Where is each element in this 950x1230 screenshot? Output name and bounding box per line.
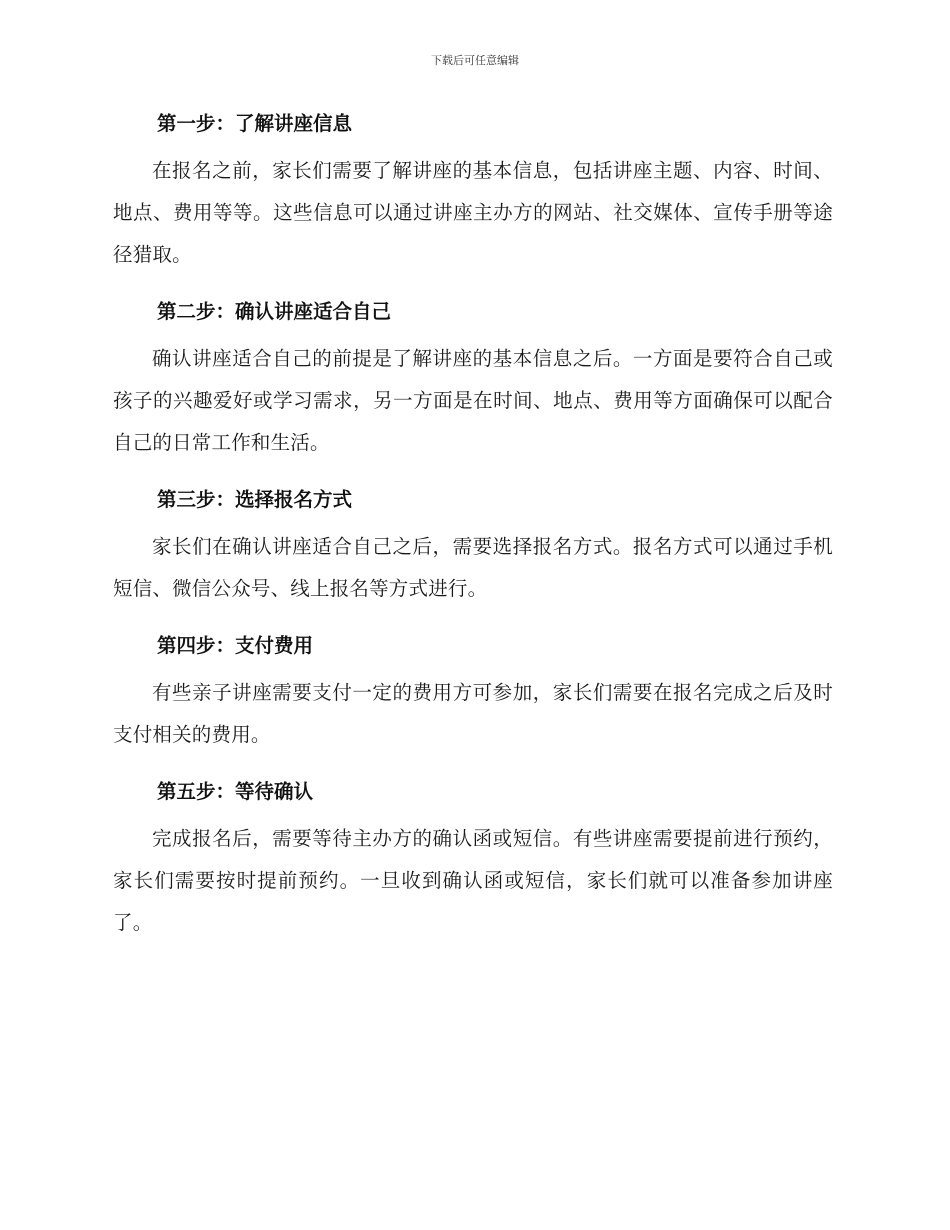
step-section-5 (113, 778, 833, 944)
document-content (113, 110, 833, 966)
step-body-1: 在报名之前，家长们需要了解讲座的基本信息，包括讲座主题、内容、时间、地点、费用等等。这些信息可以通过讲座主办方的网站、社交媒体、宣传手册等途径猎取。 (113, 159, 833, 266)
step-heading-2: 第二步：确认讲座适合自己 (157, 300, 392, 323)
step-section-2 (113, 298, 833, 464)
step-body-2: 确认讲座适合自己的前提是了解讲座的基本信息之后。一方面是要符合自己或孩子的兴趣爱好或学习需求，另一方面是在时间、地点、费用等方面确保可以配合自己的日常工作和生活。 (113, 347, 833, 454)
step-body-3: 家长们在确认讲座适合自己之后，需要选择报名方式。报名方式可以通过手机短信、微信公众号、线上报名等方式进行。 (113, 535, 833, 600)
header-note: 下载后可任意编辑 (431, 54, 519, 67)
step-section-1 (113, 110, 833, 276)
step-body-5: 完成报名后，需要等待主办方的确认函或短信。有些讲座需要提前进行预约，家长们需要按时提前预约。一旦收到确认函或短信，家长们就可以准备参加讲座了。 (113, 827, 833, 934)
step-heading-1: 第一步：了解讲座信息 (157, 112, 353, 135)
step-section-4 (113, 632, 833, 756)
step-body-4: 有些亲子讲座需要支付一定的费用方可参加，家长们需要在报名完成之后及时支付相关的费用。 (113, 681, 833, 746)
step-heading-4: 第四步：支付费用 (157, 634, 314, 657)
step-heading-5: 第五步：等待确认 (157, 780, 314, 803)
step-section-3 (113, 486, 833, 610)
step-heading-3: 第三步：选择报名方式 (157, 488, 353, 511)
